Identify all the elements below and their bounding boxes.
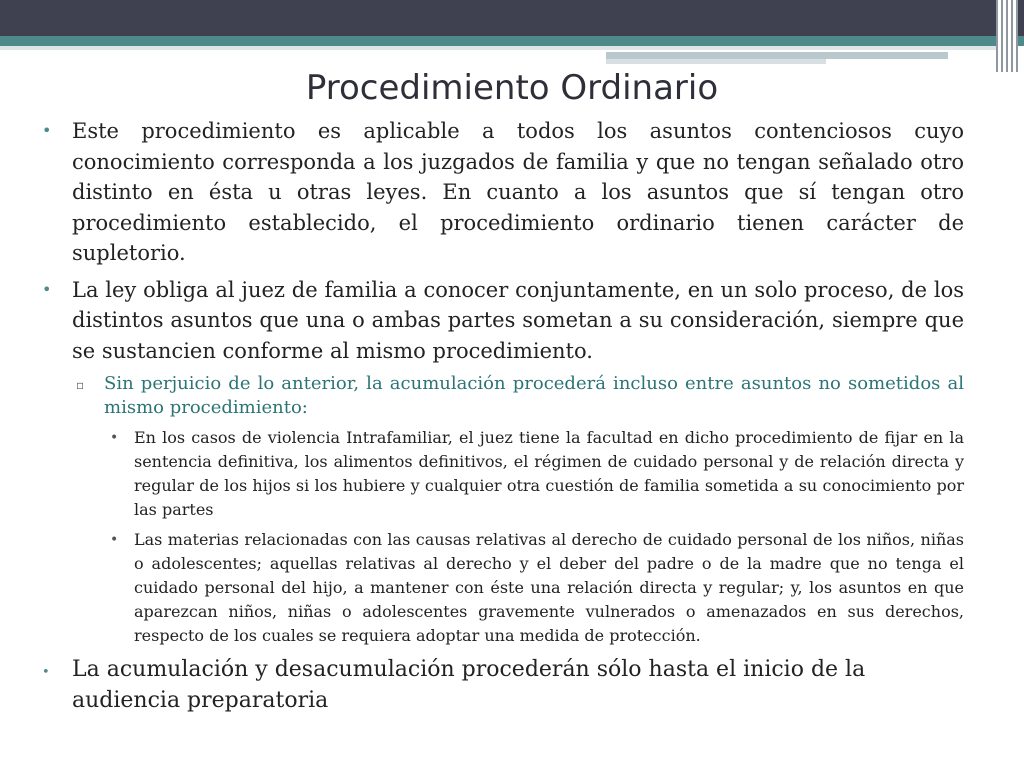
decorative-tab-line-secondary (606, 59, 826, 64)
sub-sub-bullet-text: En los casos de violencia Intrafamiliar, el juez tiene la facultad en dicho procedimiento de fijar en la sentencia definitiva, los alimentos definitivos, el régimen de cuidado personal y de relación directa y regular de los hijos si los hubiere y cualquier otra cuestión de familia sometida a su conocimiento por las partes (134, 428, 964, 519)
bullet-item (40, 116, 964, 269)
bullet-icon: • (110, 430, 119, 446)
accent-bar (0, 36, 1024, 46)
bullet-text: La acumulación y desacumulación procederán sólo hasta el inicio de la audiencia preparatoria (72, 657, 866, 713)
header-bar (0, 0, 1024, 36)
bullet-icon: • (42, 665, 50, 680)
bullet-icon: • (42, 279, 52, 299)
sub-sub-bullet-text: Las materias relacionadas con las causas relativas al derecho de cuidado personal de los niños, niñas o adolescentes; aquellas relativas al derecho y el deber del padre o de la madre que no tenga el cuidado personal del hijo, a mantener con éste una relación directa y regular; y, los asuntos en que aparezcan niños, niñas o adolescentes gravemente vulnerados o amenazados en sus derechos, respecto de los cuales se requiera adoptar una medida de protección. (134, 530, 964, 645)
sub-bullet-text: Sin perjuicio de lo anterior, la acumulación procederá incluso entre asuntos no sometidos al mismo procedimiento: (104, 373, 964, 418)
decorative-tab-line (606, 52, 948, 59)
bullet-item-final (40, 654, 964, 716)
bullet-icon: • (42, 121, 52, 140)
decorative-corner (1018, 0, 1024, 36)
sub-sub-bullet-item (40, 528, 964, 648)
bullet-text: Este procedimiento es aplicable a todos los asuntos contenciosos cuyo conocimiento corresponda a los juzgados de familia y que no tengan señalado otro distinto en ésta u otras leyes. En cuanto a los asuntos que sí tengan otro procedimiento establecido, el procedimiento ordinario tienen carácter de supletorio. (72, 119, 964, 265)
sub-bullet-item (40, 372, 964, 420)
decorative-stripes (996, 0, 1018, 72)
bullet-icon: • (110, 532, 119, 548)
slide-title: Procedimiento Ordinario (305, 68, 719, 108)
sub-sub-bullet-item (40, 426, 964, 522)
divider-line (0, 46, 1000, 50)
bullet-item (40, 275, 964, 367)
bullet-text: La ley obliga al juez de familia a conocer conjuntamente, en un solo proceso, de los distintos asuntos que una o ambas partes sometan a su consideración, siempre que se sustancien conforme al mismo procedimiento. (72, 277, 964, 363)
slide-body (40, 116, 964, 716)
square-bullet-icon: ▫ (76, 378, 85, 392)
